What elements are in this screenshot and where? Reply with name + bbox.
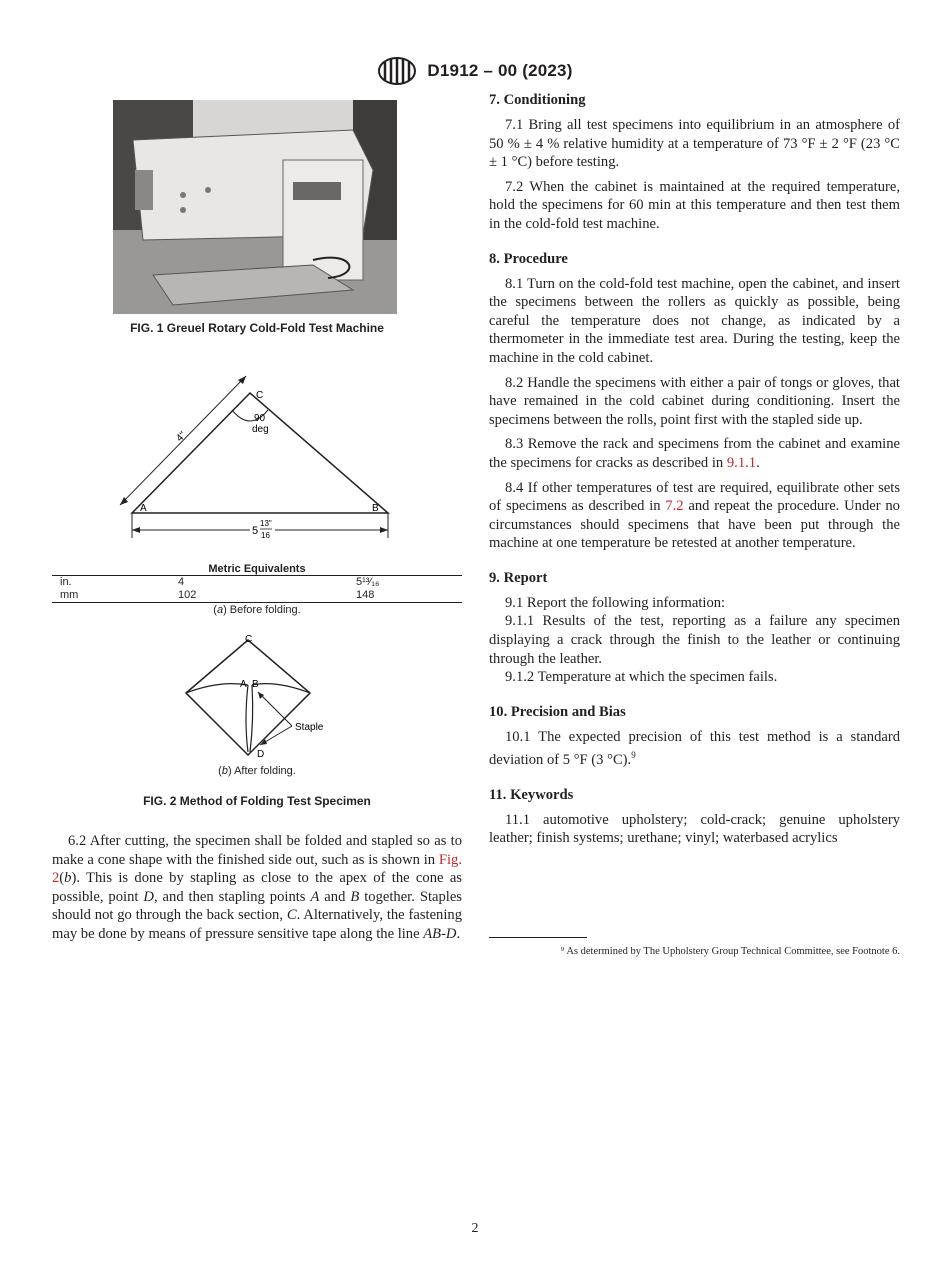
link-9-1-1[interactable]: 9.1.1 <box>726 454 757 471</box>
metric-value-1: 4 <box>170 576 348 590</box>
section-11-heading: 11. Keywords <box>489 786 574 803</box>
fold-d-label: D <box>257 749 265 760</box>
paragraph-9-1-2: 9.1.2 Temperature at which the specimen fails. <box>505 669 778 686</box>
vertex-b-label: B <box>372 503 379 514</box>
fig2-caption: FIG. 2 Method of Folding Test Specimen <box>143 794 371 808</box>
metric-equivalents <box>52 563 462 603</box>
fig2a-diagram <box>110 370 410 550</box>
base-denominator: 16 <box>261 531 270 540</box>
metric-title: Metric Equivalents <box>208 563 306 575</box>
paragraph-6-2: 6.2 After cutting, the specimen shall be folded and stapled so as to make a cone shape with the finished side out, such as is shown in Fig. 2(b). This is done by stapling as close to the apex of the cone as possible, point D, and then stapling points A and B together. Staples should not go through the back section, C. Alternatively, the fastening may be done by means of pressure sensitive tape along the line AB-D. <box>52 833 462 942</box>
section-9-heading: 9. Report <box>489 569 548 586</box>
paragraph-8-4: 8.4 If other temperatures of test are required, equilibrate other sets of specimens as described in 7.2 and repeat the procedure. Under no circumstances should specimens that have been put through the machine at one temperature be retested at another temperature. <box>489 479 900 552</box>
footnote: ⁹ As determined by The Upholstery Group Technical Committee, see Footnote 6. <box>560 946 900 957</box>
standard-designation: D1912 – 00 (2023) <box>427 61 573 80</box>
fig2-link[interactable]: Fig. 2 <box>52 851 462 887</box>
left-text <box>52 832 462 944</box>
paragraph-8-3: 8.3 Remove the rack and specimens from the cabinet and examine the specimens for cracks as described in 9.1.1. <box>489 436 900 471</box>
staple-label: Staple <box>295 722 324 733</box>
sub-b-text: After folding. <box>231 765 296 777</box>
vertex-c-label: C <box>256 390 264 401</box>
fold-c-label: C <box>245 634 253 645</box>
metric-table <box>52 575 462 603</box>
sub-b-letter: b <box>221 765 228 777</box>
paragraph-8-2: 8.2 Handle the specimens with either a pair of tongs or gloves, that have remained in the cold cabinet during conditioning. Insert the specimens between the rolls, point first with the stapled side up. <box>489 374 900 428</box>
fig2b-diagram <box>180 630 340 760</box>
sub-a-letter: a <box>216 604 224 616</box>
fig2b-subcaption: (b) After folding. <box>218 765 296 777</box>
section-10-heading: 10. Precision and Bias <box>489 703 626 720</box>
paragraph-7-1: 7.1 Bring all test specimens into equilibrium in an atmosphere of 50 % ± 4 % relative humidity at a temperature of 73 °F ± 2 °F (23 °C ± 1 °C) before testing. <box>489 117 900 171</box>
footnote-divider <box>489 937 587 938</box>
metric-unit: in. <box>52 576 170 590</box>
fig1-caption: FIG. 1 Greuel Rotary Cold-Fold Test Machine <box>130 321 384 335</box>
side-length-label: 4" <box>174 429 189 445</box>
paragraph-9-1: 9.1 Report the following information: <box>505 594 726 611</box>
metric-value-2: 148 <box>348 589 462 603</box>
astm-logo-icon <box>377 56 417 86</box>
paragraph-10-1: 10.1 The expected precision of this test method is a standard deviation of 5 °F (3 °C).$^9$ <box>489 728 900 769</box>
paragraph-7-2: 7.2 When the cabinet is maintained at the required temperature, hold the specimens for 60 min at this temperature and then test them in the cold-fold test machine. <box>489 178 900 232</box>
base-numerator: 13" <box>260 519 272 528</box>
table-row <box>52 589 462 603</box>
angle-value: 90 <box>254 413 266 424</box>
paragraph-9-1-1: 9.1.1 Results of the test, reporting as a failure any specimen displaying a crack through the finish to the leather or continuing through the leather. <box>489 613 900 667</box>
fold-b-label: B <box>252 679 259 690</box>
right-column <box>489 92 900 848</box>
fig2a-subcaption: (a) Before folding. <box>213 604 301 616</box>
section-7-heading: 7. Conditioning <box>489 92 586 108</box>
section-8-heading: 8. Procedure <box>489 250 568 267</box>
link-7-2[interactable]: 7.2 <box>665 498 684 515</box>
metric-value-2: 5¹³⁄₁₆ <box>348 576 462 590</box>
paragraph-8-1: 8.1 Turn on the cold-fold test machine, open the cabinet, and insert the specimens between the rollers as quickly as possible, being careful the temperature does not change, as indicated by a thermometer in the immediate test area. During the testing, keep the machine in the cold cabinet. <box>489 275 900 366</box>
footnote-ref: 9 <box>631 750 636 761</box>
base-whole: 5 <box>252 525 259 537</box>
page-number: 2 <box>471 1221 479 1236</box>
paragraph-11-1: 11.1 automotive upholstery; cold-crack; genuine upholstery leather; finish systems; urethane; vinyl; waterbased acrylics <box>489 811 900 847</box>
page-header <box>0 56 950 86</box>
table-row <box>52 576 462 590</box>
metric-unit: mm <box>52 589 170 603</box>
angle-unit: deg <box>252 424 269 435</box>
vertex-a-label: A <box>140 503 147 514</box>
sub-a-text: Before folding. <box>226 604 301 616</box>
fold-a-label: A <box>240 679 247 690</box>
fig1-photo <box>113 100 397 314</box>
metric-value-1: 102 <box>170 589 348 603</box>
